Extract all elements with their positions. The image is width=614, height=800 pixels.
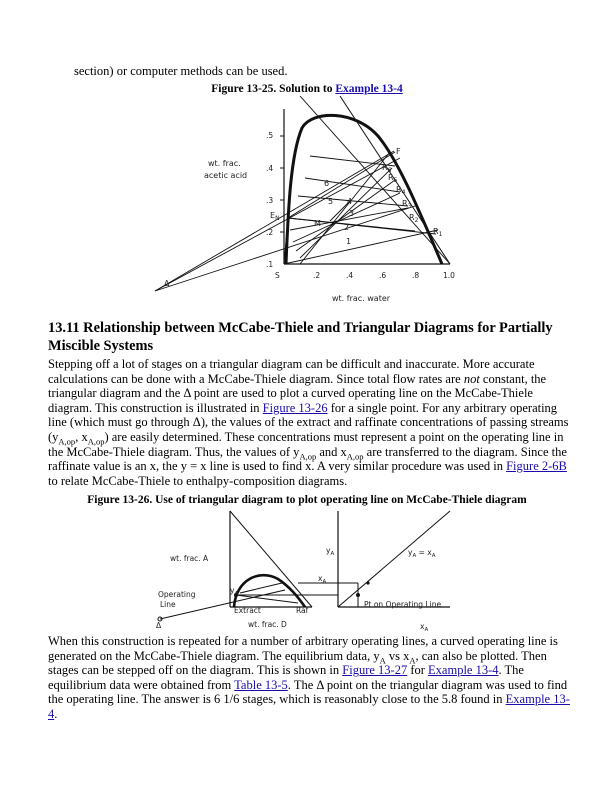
operating-line-label-1: Operating	[158, 590, 196, 599]
stage-label-6: 6	[324, 179, 330, 188]
x-tick-0.6: .6	[379, 271, 387, 280]
y-tick-0.4: .4	[266, 164, 274, 173]
y-tick-0.2: .2	[266, 228, 274, 237]
yA-label-left: $y_A$	[230, 586, 239, 597]
point-label-M: M	[314, 219, 321, 228]
point-label-R6: $R_6$	[382, 163, 392, 174]
xA-label-left: $x_A$	[318, 574, 327, 585]
stage-label-4: 4	[347, 197, 353, 206]
figure-13-25-caption: Figure 13-25. Solution to Example 13-4	[211, 83, 403, 95]
raf-label: Raf	[296, 606, 309, 615]
point-label-F: F	[396, 147, 401, 156]
delta-label: Δ	[156, 621, 162, 630]
point-label-R1: $R_1$	[433, 227, 443, 238]
x-axis-label: wt. frac. water	[332, 294, 391, 303]
operating-line-label-2: Line	[160, 600, 176, 609]
figure-13-26-diagram	[150, 509, 470, 634]
x-tick-1.0: 1.0	[443, 271, 455, 280]
y-tick-0.1: .1	[266, 260, 274, 269]
figure-13-25-diagram	[150, 96, 470, 306]
y-axis-label-line2: acetic acid	[204, 171, 248, 180]
stage-label-5: 5	[328, 197, 334, 206]
example-13-4-link[interactable]: Example 13-4	[335, 83, 403, 95]
y-tick-0.3: .3	[266, 196, 274, 205]
point-label-EN: $E_N$	[270, 211, 280, 222]
y-axis-label-line1: wt. frac.	[208, 159, 241, 168]
point-label-R3: $R_3$	[402, 199, 412, 210]
y-tick-0.5: .5	[266, 131, 274, 140]
y-equals-x-label: $y_A = x_A$	[408, 548, 436, 559]
point-label-R4: $R_4$	[396, 185, 406, 196]
x-tick-0.8: .8	[412, 271, 420, 280]
xA-axis-label: $x_A$	[420, 622, 429, 633]
section-heading: 13.11 Relationship between McCabe-Thiele and Triangular Diagrams for Partially Miscible Systems	[48, 320, 553, 354]
point-label-R5: $R_5$	[388, 173, 398, 184]
pt-on-operating-line-label: Pt on Operating Line	[364, 600, 442, 609]
stage-label-3: 3	[349, 209, 355, 218]
wt-frac-A-label: wt. frac. A	[170, 554, 209, 563]
x-tick-S: S	[275, 271, 280, 280]
point-label-delta: Δ	[164, 279, 170, 288]
x-tick-0.4: .4	[346, 271, 354, 280]
stage-label-2: 2	[344, 223, 350, 232]
wt-frac-D-label: wt. frac. D	[248, 620, 287, 629]
figure-13-26-link[interactable]: Figure 13-26	[262, 400, 328, 415]
table-13-5-link[interactable]: Table 13-5	[234, 677, 288, 692]
extract-label: Extract	[234, 606, 261, 615]
intro-text: section) or computer methods can be used.	[74, 64, 288, 78]
point-label-R2: $R_2$	[409, 213, 419, 224]
figure-13-27-link[interactable]: Figure 13-27	[342, 663, 408, 678]
paragraph-2: When this construction is repeated for a number of arbitrary operating lines, a curved operating line is generated on the McCabe-Thiele diagram. The equilibrium data, $y_A$ vs $x_A$, can also be plotted. Then stages can be stepped off on the diagram. This is shown in Figure 13-27 for Example 13-4. The equilibrium data were obtained from Table 13-5. The Δ point on the triangular diagram was used to find the operating line. The answer is 6 1/6 stages, which is reasonably close to the 5.8 found in Example 13-4.	[48, 634, 570, 721]
example-13-4-link-3[interactable]: Example 13-4	[48, 692, 570, 721]
stage-label-1: 1	[346, 237, 352, 246]
paragraph-1: Stepping off a lot of stages on a triangular diagram can be difficult and inaccurate. More accurate calculations can be done with a McCabe-Thiele diagram. Since total flow rates are not constant, the triangular diagram and the Δ point are used to plot a curved operating line on the McCabe-Thiele diagram. This construction is illustrated in Figure 13-26 for a single point. For any arbitrary operating line (which must go through Δ), the values of the extract and raffinate concentrations of passing streams ($y_{A,op}$, $x_{A,op}$) are easily determined. These concentrations must represent a point on the operating line in the McCabe-Thiele diagram. Thus, the values of $y_{A,op}$ and $x_{A,op}$ are transferred to the diagram. Since the raffinate value is an x, the y = x line is used to find x. A very similar procedure was used in Figure 2-6B to relate McCabe-Thiele to enthalpy-composition diagrams.	[48, 357, 569, 488]
yA-axis-label: $y_A$	[326, 546, 335, 557]
figure-13-26-caption: Figure 13-26. Use of triangular diagram to plot operating line on McCabe-Thiele diagram	[87, 494, 527, 506]
x-tick-0.2: .2	[313, 271, 321, 280]
example-13-4-link-2[interactable]: Example 13-4	[428, 663, 499, 678]
figure-2-6b-link[interactable]: Figure 2-6B	[506, 459, 567, 474]
